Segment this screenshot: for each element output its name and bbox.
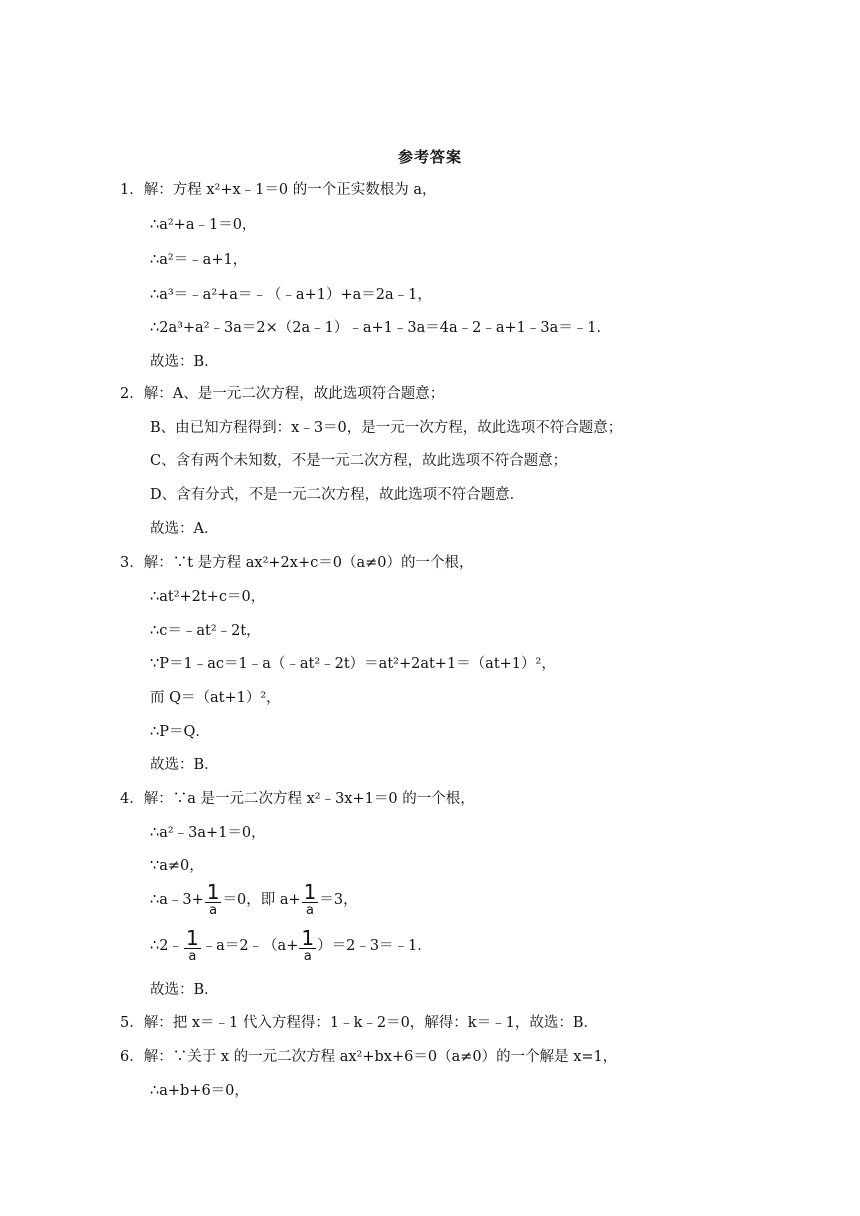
formula-text: ∴2﹣ bbox=[150, 938, 183, 954]
answer-3-choice: 故选：B． bbox=[150, 757, 219, 773]
fraction bbox=[205, 882, 222, 918]
page-title: 参考答案 bbox=[397, 148, 462, 166]
answer-3-step: 而 Q＝（at+1）²， bbox=[150, 690, 281, 706]
fraction-numerator: 1 bbox=[185, 926, 199, 950]
fraction-numerator: 1 bbox=[303, 880, 317, 904]
formula-text: ∴a﹣3+ bbox=[150, 892, 204, 908]
answer-3-step: ∵P＝1﹣ac＝1﹣a（﹣at²﹣2t）＝at²+2at+1＝（at+1）²， bbox=[150, 656, 556, 672]
fraction-denominator: a bbox=[306, 903, 314, 918]
fraction-numerator: 1 bbox=[206, 880, 220, 904]
fraction bbox=[302, 882, 319, 918]
answer-5-line: 5．解：把 x＝﹣1 代入方程得：1﹣k﹣2＝0，解得：k＝﹣1，故选：B． bbox=[120, 1015, 598, 1031]
answer-3-header: 3．解：∵t 是方程 ax²+2x+c＝0（a≠0）的一个根， bbox=[120, 555, 474, 571]
fraction-denominator: a bbox=[188, 949, 197, 964]
answer-1-choice: 故选：B． bbox=[150, 354, 219, 370]
formula-text: ＝3， bbox=[319, 892, 358, 908]
fraction-denominator: a bbox=[303, 949, 312, 964]
answer-1-step: ∴a²＝﹣a+1， bbox=[150, 252, 248, 268]
answer-3-step: ∴at²+2t+c＝0， bbox=[150, 589, 266, 605]
answer-3-step: ∴P＝Q． bbox=[150, 724, 210, 740]
fraction bbox=[184, 928, 201, 964]
answer-4-fraction-step-1 bbox=[150, 882, 358, 918]
fraction-denominator: a bbox=[209, 903, 218, 918]
fraction-numerator: 1 bbox=[301, 926, 315, 950]
answer-1-step: ∴2a³+a²﹣3a＝2×（2a﹣1）﹣a+1﹣3a＝4a﹣2﹣a+1﹣3a＝﹣1． bbox=[150, 320, 611, 336]
formula-text: ﹣a＝2﹣（a+ bbox=[201, 938, 299, 954]
answer-4-choice: 故选：B． bbox=[150, 982, 219, 998]
answer-1-step: ∴a²+a﹣1＝0， bbox=[150, 217, 257, 233]
answer-3-step: ∴c＝﹣at²﹣2t， bbox=[150, 623, 261, 639]
answer-6-step: ∴a+b+6＝0， bbox=[150, 1083, 249, 1099]
answer-2-header: 2．解：A、是一元二次方程，故此选项符合题意； bbox=[120, 386, 445, 402]
answer-1-header: 1．解：方程 x²+x﹣1＝0 的一个正实数根为 a， bbox=[120, 182, 437, 198]
answer-2-step: C、含有两个未知数，不是一元二次方程，故此选项不符合题意； bbox=[150, 453, 568, 469]
answer-1-step: ∴a³＝﹣a²+a＝﹣（﹣a+1）+a＝2a﹣1， bbox=[150, 287, 432, 303]
answer-4-fraction-step-2 bbox=[150, 928, 432, 964]
fraction bbox=[299, 928, 316, 964]
formula-text: ）＝2﹣3＝﹣1． bbox=[317, 938, 432, 954]
answer-4-step: ∵a≠0， bbox=[150, 858, 204, 874]
answer-6-header: 6．解：∵关于 x 的一元二次方程 ax²+bx+6＝0（a≠0）的一个解是 x=1， bbox=[120, 1049, 618, 1065]
answer-4-step: ∴a²﹣3a+1＝0， bbox=[150, 825, 266, 841]
answer-2-step: B、由已知方程得到：x﹣3＝0，是一元一次方程，故此选项不符合题意； bbox=[150, 420, 623, 436]
formula-text: ＝0，即 a+ bbox=[222, 892, 301, 908]
answer-2-choice: 故选：A． bbox=[150, 521, 219, 537]
answer-2-step: D、含有分式，不是一元二次方程，故此选项不符合题意． bbox=[150, 487, 525, 503]
answer-4-header: 4．解：∵a 是一元二次方程 x²﹣3x+1＝0 的一个根， bbox=[120, 791, 475, 807]
